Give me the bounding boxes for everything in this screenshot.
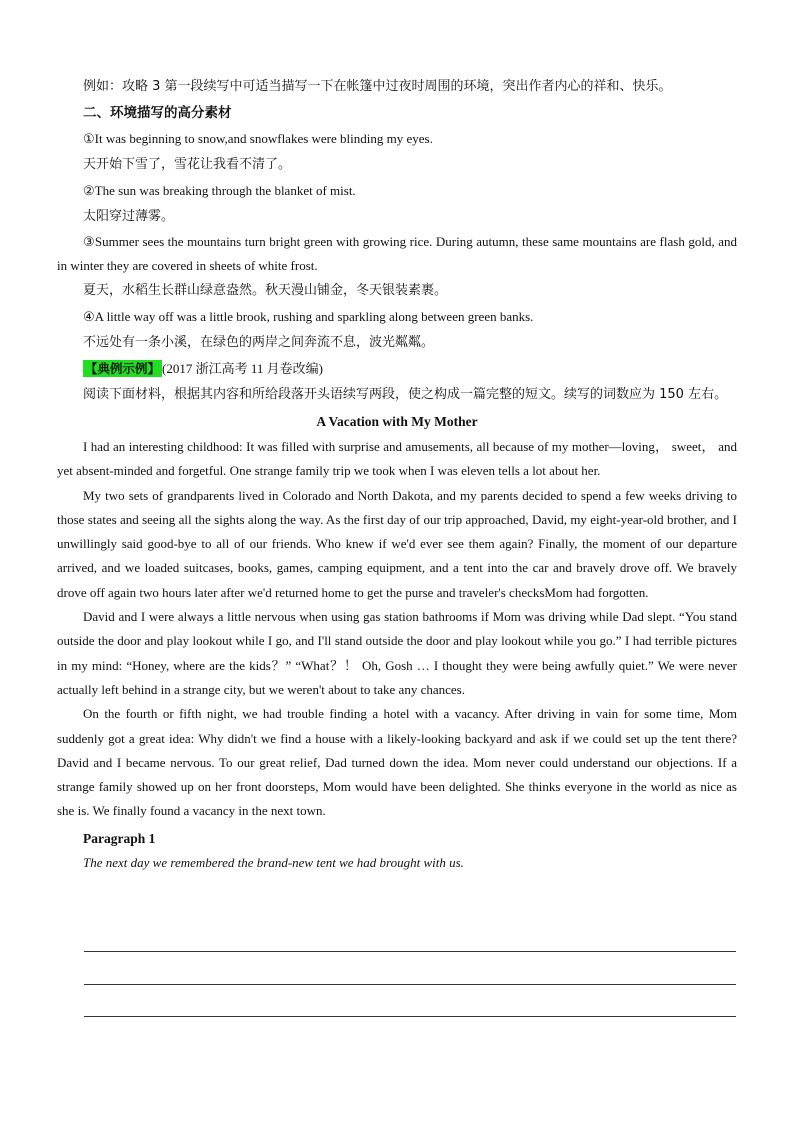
answer-line-1 — [84, 951, 736, 952]
material-4-en: ④A little way off was a little brook, rushing and sparkling along between green banks. — [83, 309, 534, 324]
story-paragraph-3: David and I were always a little nervous when using gas station bathrooms if Mom was driving while Dad slept. “You stand outside the door and play lookout while I go, and I'll stand outside the door and play lookout while you go.” I had terrible pictures in my mind: “Honey, where are the kids？” “What？！ Oh, Gosh … I thought they were being awfully quiet.” We were never actually left behind in a strange city, but we weren't about to take any chances. — [57, 609, 737, 697]
document-page — [57, 74, 737, 874]
story-paragraph-4: On the fourth or fifth night, we had trouble finding a hotel with a vacancy. After driving in vain for some time, Mom suddenly got a great idea: Why didn't we find a house with a likely-looking backyard and ask if we could set up the tent there? David and I became nervous. To our great relief, Dad turned down the idea. Mom never could understand our objections. If a strange family showed up on her front doorsteps, Mom would have been delighted. She thinks everyone in the world as nice as she is. We finally found a vacancy in the next town. — [57, 706, 737, 819]
example-source: (2017 浙江高考 11 月卷改编) — [162, 361, 323, 376]
material-2-en: ②The sun was breaking through the blanket of mist. — [83, 183, 356, 198]
example-line — [57, 356, 737, 382]
paragraph-prompt: The next day we remembered the brand-new tent we had brought with us. — [83, 854, 464, 870]
story-title: A Vacation with My Mother — [316, 414, 478, 429]
answer-line-3 — [84, 1016, 736, 1017]
material-1-en: ①It was beginning to snow,and snowflakes were blinding my eyes. — [83, 131, 433, 146]
story-paragraph-1: I had an interesting childhood: It was filled with surprise and amusements, all because of my mother—loving， sweet， and yet absent-minded and forgetful. One strange family trip we took when I was eleven tells a lot about her. — [57, 439, 737, 479]
section-heading: 二、环境描写的高分素材 — [83, 105, 232, 121]
material-2-cn: 太阳穿过薄雾。 — [83, 209, 175, 224]
intro-example: 例如：攻略 3 第一段续写中可适当描写一下在帐篷中过夜时周围的环境，突出作者内心的祥和、快乐。 — [83, 79, 672, 94]
material-3-en: ③Summer sees the mountains turn bright green with growing rice. During autumn, these same mountains are flash gold, and in winter they are covered in sheets of white frost. — [57, 234, 737, 273]
story-paragraph-2: My two sets of grandparents lived in Colorado and North Dakota, and my parents decided to spend a few weeks driving to those states and seeing all the sights along the way. As the first day of our trip approached, David, my eight-year-old brother, and I unwillingly said good-bye to all of our friends. Who knew if we'd ever see them again? Finally, the moment of our departure arrived, and we loaded suitcases, books, games, camping equipment, and a tent into the car and bravely drove off. We bravely drove off again two hours later after we'd returned home to get the purse and traveler's checksMom had forgotten. — [57, 487, 737, 600]
paragraph-label: Paragraph 1 — [83, 830, 156, 846]
material-4-cn: 不远处有一条小溪，在绿色的两岸之间奔流不息，波光粼粼。 — [83, 335, 435, 350]
example-tag: 【典例示例】 — [85, 361, 161, 376]
answer-line-2 — [84, 984, 736, 985]
material-3-cn: 夏天，水稻生长群山绿意盎然。秋天漫山铺金，冬天银装素裹。 — [83, 283, 448, 298]
material-1-cn: 天开始下雪了，雪花让我看不清了。 — [83, 157, 292, 172]
instruction: 阅读下面材料，根据其内容和所给段落开头语续写两段，使之构成一篇完整的短文。续写的词数应为 150 左右。 — [83, 387, 728, 402]
